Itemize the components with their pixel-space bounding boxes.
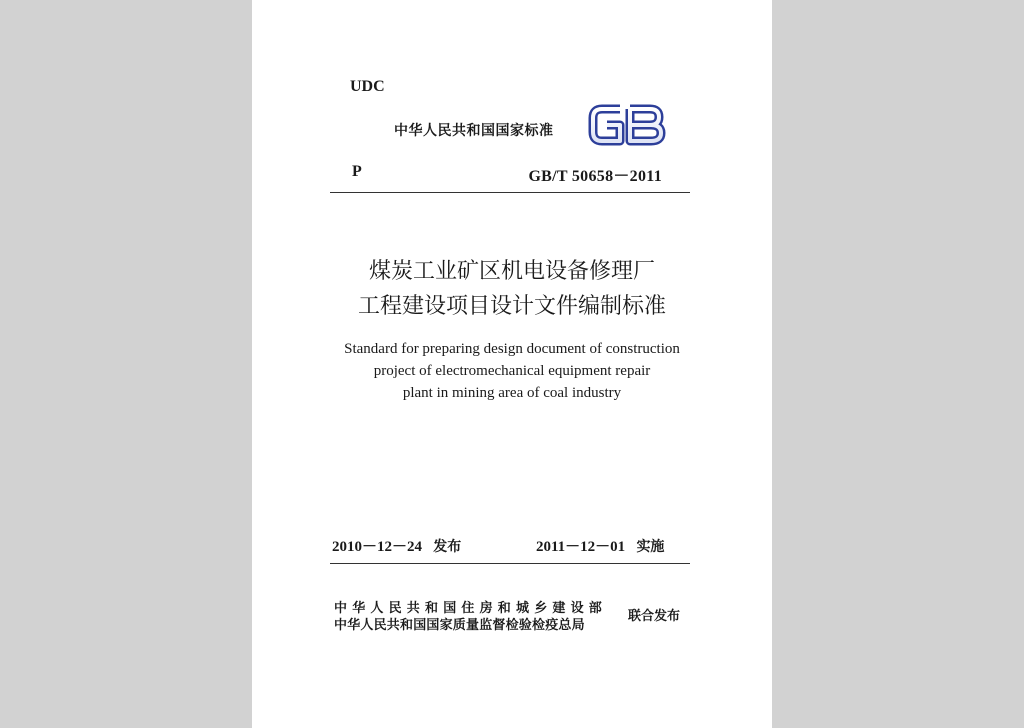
issue-date: 2010－12－24	[332, 539, 423, 555]
title-en-line2: project of electromechanical equipment repair	[373, 363, 651, 379]
issuing-authority-2: 中华人民共和国国家质量监督检验检疫总局	[334, 618, 585, 633]
implement-date-row	[536, 535, 664, 556]
standard-number: GB/T 50658－2011	[528, 168, 662, 185]
gb-logo	[588, 100, 666, 150]
title-cn-line1: 煤炭工业矿区机电设备修理厂	[368, 259, 655, 284]
implement-label: 实施	[636, 539, 665, 555]
issuing-authority-1: 中华人民共和国住房和城乡建设部	[334, 601, 608, 616]
header-divider	[330, 192, 690, 193]
title-cn-line2: 工程建设项目设计文件编制标准	[357, 294, 666, 319]
issue-label: 发布	[433, 539, 462, 555]
title-en-line1: Standard for preparing design document of construction	[344, 341, 680, 357]
national-standard-label: 中华人民共和国国家标准	[394, 123, 554, 139]
document-page	[252, 0, 772, 728]
implement-date: 2011－12－01	[536, 539, 626, 555]
joint-issue-label: 联合发布	[628, 609, 681, 624]
udc-label: UDC	[350, 78, 385, 95]
issue-date-row	[332, 535, 461, 556]
category-code: P	[352, 163, 362, 180]
dates-divider	[330, 563, 690, 564]
title-en-line3: plant in mining area of coal industry	[402, 385, 622, 401]
